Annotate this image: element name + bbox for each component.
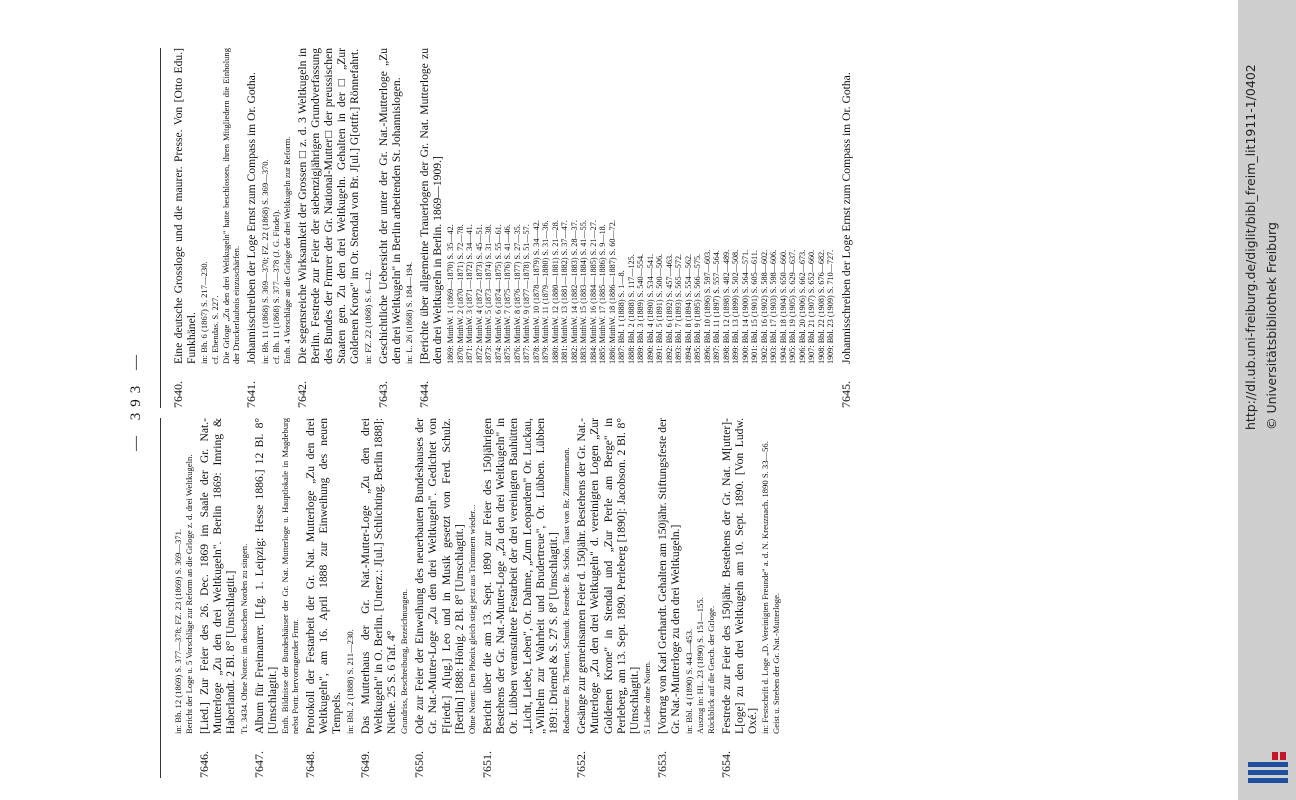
entry-number: 7650. <box>412 751 427 778</box>
bibliography-entry <box>198 418 249 778</box>
entry-number: 7647. <box>251 751 266 778</box>
entry-text: Album für Freimaurer. [Lfg. 1. Leipzig: Hesse 1886.] 12 Bl. 8° [Umschlagtit.] <box>252 418 279 734</box>
list-item: 1887: Bbl. 1 (1888) S. 1—8. <box>617 270 627 364</box>
list-item: 1891: Bbl. 5 (1891) S. 500—506. <box>655 253 665 364</box>
ub-freiburg-logo-icon <box>1244 748 1290 788</box>
entry-text: Eine deutsche Grossloge und die maurer. Presse. Von [Otto Edu.] Funkhänel. <box>172 48 199 364</box>
list-item: 1870: MitthW. 2 (1870—1871) S. 72—78. <box>455 224 465 364</box>
page-number: — 393 — <box>128 349 144 451</box>
entry-text: Gesänge zur gemeinsamen Feier d. 150jähr. Bestehens der Gr. Nat.-Mutterloge „Zu den drei Weltkugeln" d. vereinigten Logen „Zur Goldenen Krone" in Stendal und „Zur Perle am Berge" in Perleberg, am 13. Sept. 1890. Perleberg [1890]: Jacobson. 2 Bl. 8° [Umschlagtit.] <box>575 418 642 734</box>
bibliography-entry <box>656 418 715 778</box>
list-item: 1908: Bbl. 22 (1908) S. 676—682. <box>816 249 826 364</box>
list-item: 1878: MitthW. 10 (1878—1879) S. 34—42. <box>531 220 541 364</box>
entry-text: Bericht über die am 13. Sept. 1890 zur Feier des 150jährigen Bestehens der Gr. Nat.-Mutter-Loge „Zu den drei Weltkugeln" in Or. Lübben veranstaltete Festarbeit der drei vereinigten Bauhütten „Licht, Liebe, Leben", Or. Dahme, „Zum Leopardem" Or. Luckau, „Wilhelm zur Wahrheit und Brudertreue", Or. Lübben. Lübben 1891: Driemel & S. 27 S. 8° [Umschlagtit.] <box>481 418 561 734</box>
entry-number: 7654. <box>718 751 733 778</box>
bibliography-entry <box>253 418 300 778</box>
entry-number: 7646. <box>197 751 211 778</box>
list-item: 1871: MitthW. 3 (1871—1872) S. 34—41. <box>465 224 475 364</box>
list-item: 1897: Bbl. 11 (1897) S. 557—564. <box>712 250 722 364</box>
list-item: 1893: Bbl. 7 (1893) S. 565—572. <box>674 253 684 364</box>
entry-text: Die segensreiche Wirksamkeit der Grossen □ z. d. 3 Weltkugeln in Berlin. Festrede zur Feier der siebenzigjährigen Grundverfassung des Bundes der Frmrer der Gr. National-Mutter□ der preussischen Staaten gen. Zu den drei Weltkugeln. Gehalten in der □ „Zur Goldenen Krone" im Or. Stendal von Br. J[ul.] G[ottfr.] Rönnefahrt. <box>295 48 362 364</box>
entry-number: 7651. <box>480 751 495 778</box>
list-item: 1869: MitthW. 1 (1869—1870) S. 35—42. <box>446 224 456 364</box>
bibliography-entry <box>481 418 571 778</box>
right-column <box>172 418 785 778</box>
bibliography-entry <box>173 418 194 778</box>
trauerlogen-list <box>446 48 836 364</box>
list-item: 1890: Bbl. 4 (1890) S. 534—541. <box>645 253 655 364</box>
list-item: 1889: Bbl. 3 (1889) S. 540—554. <box>636 253 646 364</box>
entry-note: in: L. 26 (1868) S. 184—194. <box>404 261 415 364</box>
entry-note: Tt. 3434. Ohne Noten: im deutschen Norden zu singen. <box>238 543 249 734</box>
list-item: 1872: MitthW. 4 (1872—1873) S. 45—51. <box>474 224 484 364</box>
list-item: 1879: MitthW. 11 (1879—1880) S. 31—36. <box>541 220 551 364</box>
entry-number: 7642. <box>294 381 309 408</box>
list-item: 1905: Bbl. 19 (1905) S. 629—637. <box>788 249 798 364</box>
bibliography-entry <box>720 418 782 778</box>
entry-note: Enth. 4 Vorschläge an die Grloge der drei Weltkugeln zur Reform. <box>281 136 292 364</box>
entry-note: Bericht der Loge u. 5 Vorschläge zur Reform an die Grloge z. d. drei Weltkugeln. <box>184 454 194 734</box>
list-item: 1901: Bbl. 15 (1901) S. 605—611. <box>750 250 760 364</box>
bibliography-entry <box>304 418 355 778</box>
entry-number: 7643. <box>375 381 390 408</box>
list-item: 1896: Bbl. 10 (1896) S. 597—603. <box>702 249 712 364</box>
entry-text: [Berichte über allgemeine Trauerlogen der Gr. Nat. Mutterloge zu den drei Weltkugeln in Berlin. 1869—1909.] <box>418 48 445 364</box>
entry-note: in: Bh. 6 (1867) S. 217—230. <box>199 261 210 364</box>
entry-number: 7653. <box>655 751 670 778</box>
list-item: 1909: Bbl. 23 (1909) S. 710—727. <box>826 249 836 364</box>
entry-number: 7645. <box>838 381 853 408</box>
left-column <box>172 48 857 408</box>
entry-number: 7641. <box>244 381 259 408</box>
entry-text: [Vortrag von Karl Gerhardt. Gehalten am 150jähr. Stiftungsfeste der Gr. Nat.-Mutterloge zu den drei Weltkugeln.] <box>656 418 683 734</box>
list-item: 1907: Bbl. 21 (1907) S. 652—660. <box>807 249 817 364</box>
entry-number: 7648. <box>303 751 318 778</box>
entry-note: in: FZ. 22 (1868) S. 6—12. <box>362 269 373 364</box>
bibliography-entry <box>418 48 836 408</box>
entry-note: Ohne Noten: Den Phönix gleich stieg jetzt aus Trümmern wieder... <box>467 504 478 734</box>
list-item: 1882: MitthW. 14 (1882—1883) S. 28—37. <box>569 220 579 364</box>
list-item: 1902: Bbl. 16 (1902) S. 588—602. <box>759 249 769 364</box>
bibliography-entry <box>359 418 410 778</box>
list-item: 1880: MitthW. 12 (1880—1881) S. 21—28. <box>550 220 560 364</box>
list-item: 1883: MitthW. 15 (1883—1884) S. 41—55. <box>579 220 589 364</box>
list-item: 1877: MitthW. 9 (1877—1878) S. 51—57. <box>522 224 532 364</box>
entry-text: [Lied.] Zur Feier des 26. Dec. 1869 im Saale der Gr. Nat.-Mutterloge „Zu den drei Weltkugeln". Berlin 1869: Imring & Haberlandt. 2 Bl. 8° [Umschlagtit.] <box>198 418 238 734</box>
copyright-text: © Universitätsbibliothek Freiburg <box>1264 222 1279 430</box>
bibliography-entry <box>172 48 241 408</box>
bibliography-entry <box>413 418 477 778</box>
list-item: 1888: Bbl. 2 (1888) S. 117—125. <box>626 254 636 364</box>
list-item: 1906: Bbl. 20 (1906) S. 662—673. <box>797 249 807 364</box>
entry-note: in: Bh. 12 (1869) S. 377—378; FZ. 23 (1869) S. 369—371. <box>173 528 183 734</box>
entry-note: cf. Ebendas. S. 227. <box>210 295 221 364</box>
list-item: 1892: Bbl. 6 (1892) S. 457—463. <box>664 253 674 364</box>
entry-note: Die Grloge „Zu den drei Weltkugeln" hatte beschlossen, ihren Mitgliedern die Einholung der Druckerlaubnis einzuschärfen. <box>221 48 242 364</box>
entry-note: in: Bbl. 4 (1890) S. 443—453. <box>683 628 694 734</box>
list-item: 1881: MitthW. 13 (1881—1882) S. 37—47. <box>560 220 570 364</box>
entry-note: Enth. Bildnisse der Bundeshäuser der Gr. Nat. Mutterloge u. Hauptlokale in Magdeburg nebst Portr. hervorragender Frmr. <box>280 418 301 734</box>
entry-number: 7644. <box>417 381 432 408</box>
list-item: 1874: MitthW. 6 (1874—1875) S. 55—61. <box>493 224 503 364</box>
bibliography-entry <box>245 48 291 408</box>
entry-note: 5 Lieder ohne Noten. <box>642 660 653 734</box>
entry-note: Rückblick auf die Gesch. der Grloge. <box>705 605 716 734</box>
list-item: 1904: Bbl. 18 (1904) S. 650—660. <box>778 249 788 364</box>
list-item: 1898: Bbl. 12 (1898) S. 482—489. <box>721 249 731 364</box>
list-item: 1899: Bbl. 13 (1899) S. 502—508. <box>731 249 741 364</box>
entry-note: in: Festschrift d. Loge „D. Vereinigten Freunde" a. d. N. Kreuznach. 1890 S. 33—56. <box>760 441 771 734</box>
entry-text: Protokoll der Festarbeit der Gr. Nat. Mutterloge „Zu den drei Weltkugeln", am 16. April 1888 zur Einweihung des neuen Tempels. <box>304 418 344 734</box>
entry-text: Johannisschreiben der Loge Ernst zum Compass im Or. Gotha. <box>839 72 853 364</box>
entry-text: Das Mutterhaus der Gr. Nat.-Mutter-Loge „Zu den drei Weltkugeln" in O. Berlin. [Unterz.: J[ul.] Schlichting. Berlin 1888]: Niethe. 25 S. 6 Taf. 4° <box>358 418 399 734</box>
list-item: 1884: MitthW. 16 (1884—1885) S. 21—27. <box>588 220 598 364</box>
header-rule-left <box>160 48 161 408</box>
entry-note: Grundriss, Beschreibung, Bezeichnungen. <box>399 589 410 734</box>
header-rule-right <box>160 418 161 778</box>
entry-note: in: Bbl. 2 (1888) S. 211—230. <box>344 629 355 734</box>
list-item: 1903: Bbl. 17 (1903) S. 598—606. <box>769 249 779 364</box>
entry-note: Auszug in: HL. 23 (1890) S. 151—155. <box>694 597 705 734</box>
list-item: 1900: Bbl. 14 (1900) S. 564—571. <box>740 249 750 364</box>
list-item: 1894: Bbl. 8 (1894) S. 554—562. <box>683 253 693 364</box>
bibliography-entry <box>840 48 853 408</box>
entry-text: Geschichtliche Uebersicht der unter der Gr. Nat.-Mutterloge „Zu den drei Weltkugeln" in Berlin arbeitenden St. Johannislogen. <box>376 48 403 364</box>
source-url-text[interactable]: http://dl.ub.uni-freiburg.de/diglit/bibl_freim_lit1911-1/0402 <box>1243 64 1258 430</box>
entry-note: in: Bh. 11 (1868) S. 369—370; FZ. 22 (1868) S. 369—370. <box>259 159 270 364</box>
entry-number: 7652. <box>574 751 589 778</box>
entry-note: Redacteur: Br. Theinert, Schmidt. Festrede: Br. Schön. Toast von Br. Zimmermann. <box>561 447 572 734</box>
bibliography-entry <box>575 418 652 778</box>
list-item: 1886: MitthW. 18 (1886—1887) S. 60—72. <box>607 220 617 364</box>
bibliography-entry <box>296 48 373 408</box>
list-item: 1875: MitthW. 7 (1875—1876) S. 41—46. <box>503 224 513 364</box>
entry-text: Ode zur Feier der Einweihung des neuerbauten Bundeshauses der Gr. Nat.-Mutter-Loge „Zu den drei Weltkugeln". Gedichtet von F[riedr.] A[ug.] Leo und in Musik gesetzt von Ferd. Schulz. [Berlin] 1888: Hönig. 2 Bl. 8° [Umschlagtit.] <box>413 418 466 734</box>
list-item: 1873: MitthW. 5 (1873—1874) S. 31—38. <box>484 224 494 364</box>
entry-number: 7640. <box>171 381 185 408</box>
list-item: 1895: Bbl. 9 (1895) S. 566—575. <box>693 253 703 364</box>
entry-text: Festrede zur Feier des 150jähr. Bestehens der Gr. Nat. M[utter]-L[oge] zu den drei Weltkugeln am 10. Sept. 1890. [Von Ludw. Oxé.] <box>719 418 760 734</box>
list-item: 1876: MitthW. 8 (1876—1877) S. 27—35. <box>512 224 522 364</box>
entry-text: Johannisschreiben der Loge Ernst zum Compass im Or. Gotha. <box>245 72 259 364</box>
entry-note: Geist u. Streben der Gr. Nat.-Mutterloge. <box>771 592 782 734</box>
entry-number: 7649. <box>357 751 372 778</box>
entry-note: cf. Bh. 11 (1868) S. 377—378 (J. G. Findel). <box>270 209 281 364</box>
bibliography-entry <box>377 48 414 408</box>
list-item: 1885: MitthW. 17 (1885—1886) S. 9—18. <box>598 224 608 364</box>
